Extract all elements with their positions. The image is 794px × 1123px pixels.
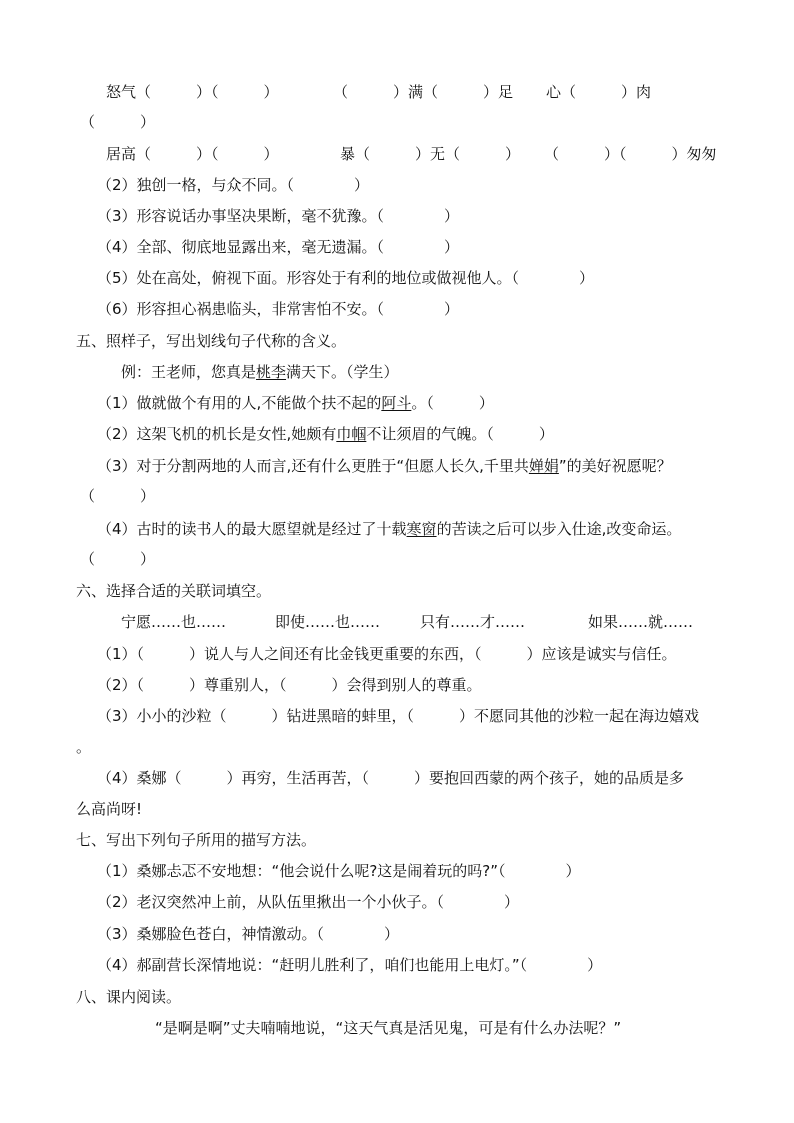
idiom-row-1-continuation: （ ） xyxy=(80,113,156,131)
section-5-question-4 xyxy=(97,519,681,539)
underlined-term: 巾帼 xyxy=(336,425,367,443)
section-7-question-4: （4）郝副营长深情地说：“赶明儿胜利了，咱们也能用上电灯。”（ ） xyxy=(97,956,603,974)
section-5-question-4-answer: （ ） xyxy=(80,550,156,568)
underlined-term: 婵娟 xyxy=(528,457,559,475)
idiom-row-2b: 暴（ ）无（ ） xyxy=(340,145,521,163)
section-8-heading: 八、课内阅读。 xyxy=(76,988,182,1006)
section-5-question-1 xyxy=(97,393,494,413)
section-7-question-2: （2）老汉突然冲上前，从队伍里揪出一个小伙子。（ ） xyxy=(97,893,520,911)
connective-option-2: 即使……也…… xyxy=(275,613,381,631)
section-6-question-4-continuation: 么高尚呀! xyxy=(76,800,143,818)
section-7-question-3: （3）桑娜脸色苍白，神情激动。（ ） xyxy=(97,925,400,943)
question-text: （2）这架飞机的机长是女性,她颇有 xyxy=(97,425,337,443)
idiom-question-3: （3）形容说话办事坚决果断，毫不犹豫。（ ） xyxy=(97,207,460,225)
question-text: 的苦读之后可以步入仕途,改变命运。 xyxy=(436,520,682,538)
section-5-example xyxy=(121,362,399,382)
section-5-heading: 五、照样子，写出划线句子代称的含义。 xyxy=(76,332,347,350)
question-text: （4）古时的读书人的最大愿望就是经过了十载 xyxy=(97,520,407,538)
section-5-question-2 xyxy=(97,424,554,444)
idiom-row-2a: 居高（ ）（ ） xyxy=(106,145,279,163)
idiom-question-4: （4）全部、彻底地显露出来，毫无遗漏。（ ） xyxy=(97,238,460,256)
section-5-question-3 xyxy=(97,456,672,476)
section-6-question-4: （4）桑娜（ ）再穷，生活再苦，（ ）要抱回西蒙的两个孩子，她的品质是多 xyxy=(97,769,685,787)
section-7-heading: 七、写出下列句子所用的描写方法。 xyxy=(76,831,317,849)
connective-option-3: 只有……才…… xyxy=(420,613,526,631)
example-text: 例：王老师，您真是 xyxy=(121,363,257,381)
section-6-heading: 六、选择合适的关联词填空。 xyxy=(76,582,272,600)
question-text: （1）做就做个有用的人,不能做个扶不起的 xyxy=(97,394,382,412)
idiom-question-6: （6）形容担心祸患临头，非常害怕不安。（ ） xyxy=(97,300,460,318)
question-text: 。（ ） xyxy=(411,394,494,412)
idiom-row-2c: （ ）（ ）匆匆 xyxy=(544,145,717,163)
connective-option-4: 如果……就…… xyxy=(588,613,694,631)
underlined-term: 阿斗 xyxy=(381,394,412,412)
section-6-question-3: （3）小小的沙粒（ ）钻进黑暗的蚌里，（ ）不愿同其他的沙粒一起在海边嬉戏 xyxy=(97,707,700,725)
connective-option-1: 宁愿……也…… xyxy=(121,613,227,631)
question-text: ”的美好祝愿呢？ xyxy=(558,457,672,475)
idiom-row-1c: 心（ ）肉 xyxy=(546,83,652,101)
section-5-question-3-answer: （ ） xyxy=(80,487,156,505)
section-6-question-1: （1）（ ）说人与人之间还有比金钱更重要的东西，（ ）应该是诚实与信任。 xyxy=(97,645,677,663)
idiom-question-2: （2）独创一格，与众不同。（ ） xyxy=(97,176,370,194)
section-6-question-3-continuation: 。 xyxy=(76,738,92,756)
idiom-question-5: （5）处在高处，俯视下面。形容处于有利的地位或做视他人。（ ） xyxy=(97,269,595,287)
reading-passage: “是啊是啊”丈夫喃喃地说，“这天气真是活见鬼，可是有什么办法呢？” xyxy=(155,1019,622,1037)
example-answer: 满天下。（学生） xyxy=(286,363,399,381)
question-text: （3）对于分割两地的人而言,还有什么更胜于“但愿人长久,千里共 xyxy=(97,457,529,475)
idiom-row-1b: （ ）满（ ）足 xyxy=(333,83,514,101)
idiom-row-1a: 怒气（ ）（ ） xyxy=(106,83,279,101)
underlined-term: 寒窗 xyxy=(406,520,437,538)
section-6-question-2: （2）（ ）尊重别人，（ ）会得到别人的尊重。 xyxy=(97,676,482,694)
example-underlined: 桃李 xyxy=(256,363,287,381)
question-text: 不让须眉的气魄。（ ） xyxy=(366,425,554,443)
section-7-question-1: （1）桑娜忐忑不安地想：“他会说什么呢?这是闹着玩的吗?”（ ） xyxy=(97,862,581,880)
